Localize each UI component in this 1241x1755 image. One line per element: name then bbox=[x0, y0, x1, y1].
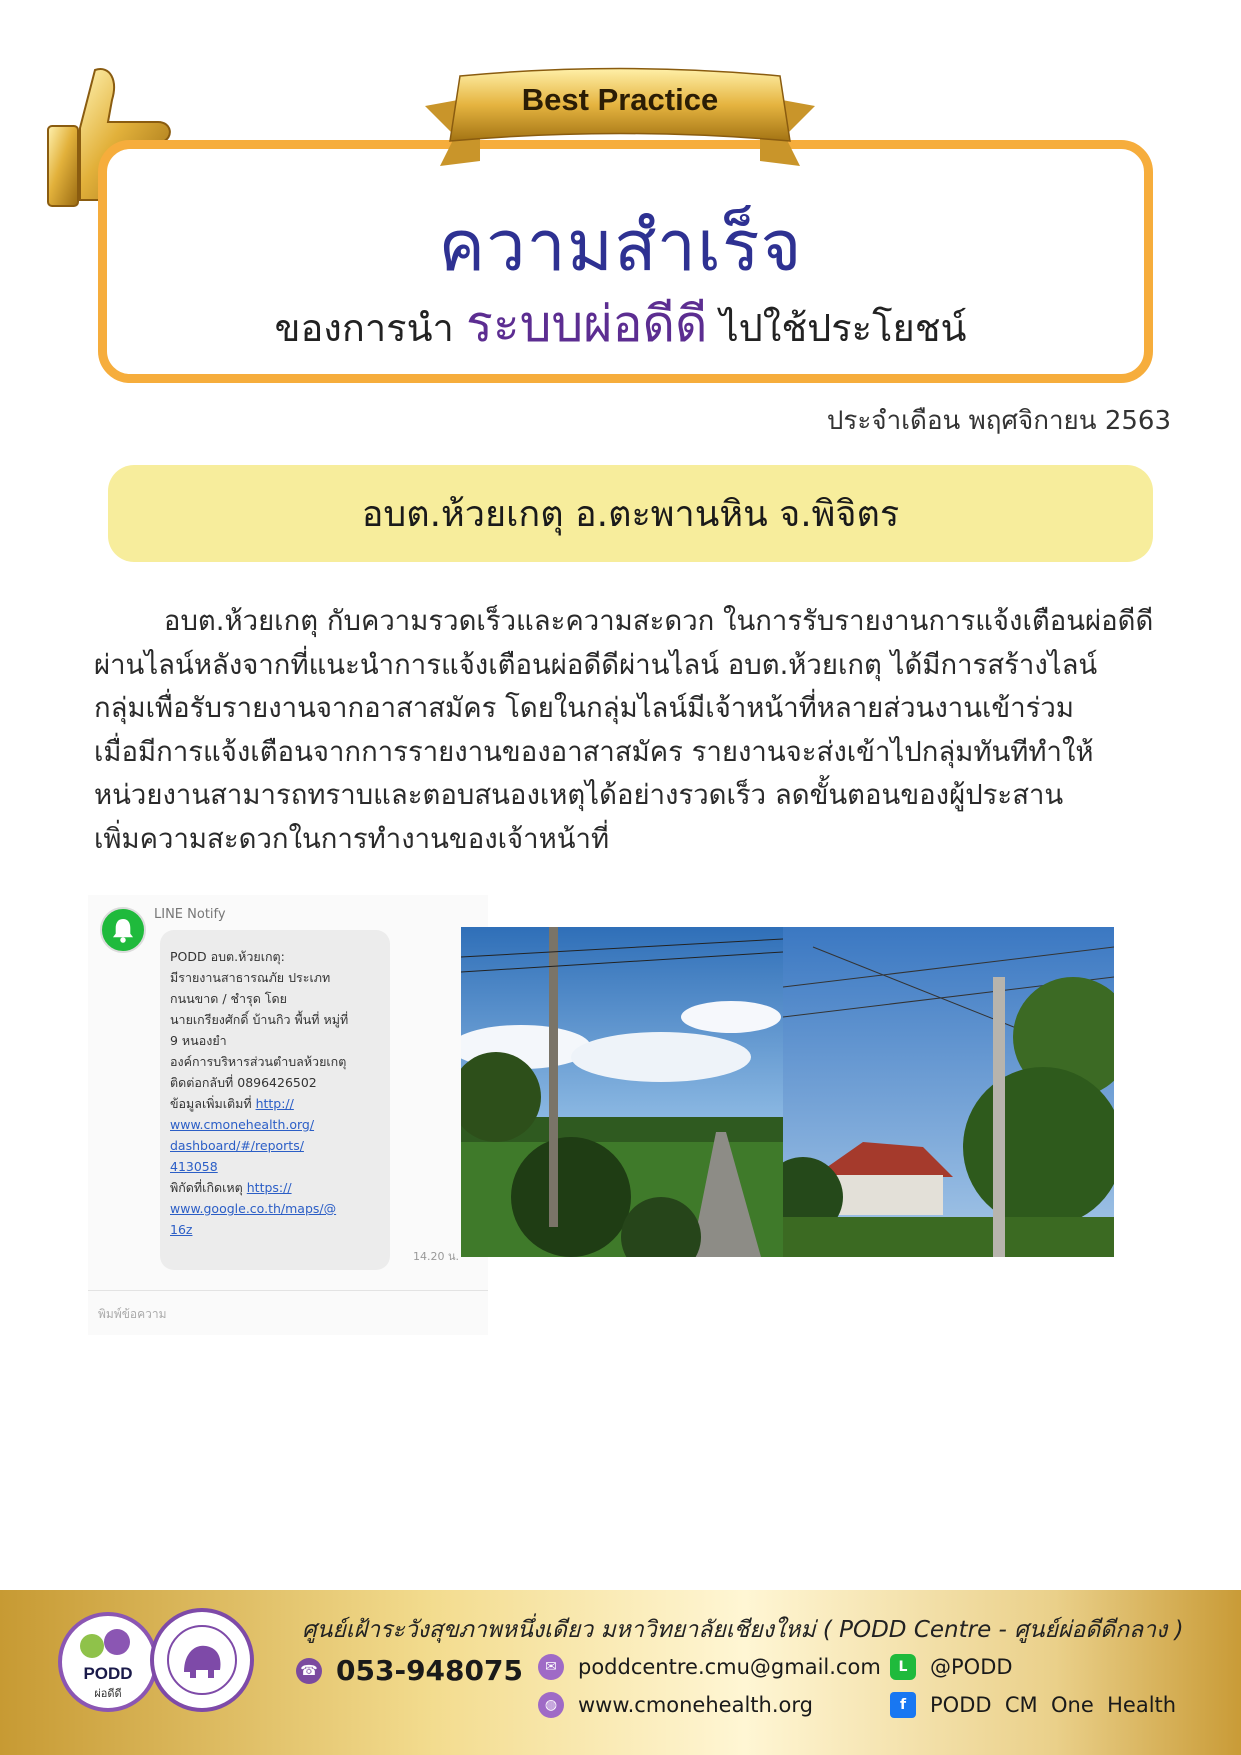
road-photo bbox=[461, 927, 783, 1257]
location-banner: อบต.ห้วยเกตุ อ.ตะพานหิน จ.พิจิตร bbox=[108, 465, 1153, 562]
body-line: เมื่อมีการแจ้งเตือนจากการรายงานของอาสาสมัคร รายงานจะส่งเข้าไปกลุ่มทันทีทำให้ bbox=[94, 735, 1094, 768]
map-link[interactable]: https:// bbox=[246, 1180, 292, 1195]
report-link[interactable]: dashboard/#/reports/ bbox=[170, 1138, 304, 1153]
best-practice-label: Best Practice bbox=[521, 82, 719, 117]
page-subtitle bbox=[0, 285, 1241, 364]
report-link[interactable]: 413058 bbox=[170, 1159, 218, 1174]
map-link[interactable]: 16z bbox=[170, 1222, 193, 1237]
message-input[interactable]: พิมพ์ข้อความ bbox=[98, 1307, 167, 1321]
website-url[interactable]: www.cmonehealth.org bbox=[578, 1693, 813, 1717]
podd-logo bbox=[58, 1612, 158, 1712]
message-line: PODD อบต.ห้วยเกตุ: bbox=[170, 949, 285, 964]
podd-logo-text: PODD bbox=[83, 1664, 133, 1683]
podd-logo-sub: ผ่อดีดี bbox=[94, 1687, 122, 1700]
map-link[interactable]: www.google.co.th/maps/@ bbox=[170, 1201, 337, 1216]
line-icon: L bbox=[890, 1654, 916, 1680]
body-line: หน่วยงานสามารถทราบและตอบสนองเหตุได้อย่างรวดเร็ว ลดขั้นตอนของผู้ประสาน bbox=[94, 779, 1064, 811]
page-title: ความสำเร็จ bbox=[438, 205, 803, 287]
subtitle-highlight: ระบบผ่อดีดี bbox=[466, 295, 708, 353]
message-line: นายเกรียงศักดิ์ บ้านกิว พื้นที่ หมู่ที่ bbox=[170, 1012, 349, 1027]
bell-icon bbox=[100, 907, 146, 953]
message-line: มีรายงานสาธารณภัย ประเภท bbox=[170, 970, 331, 985]
mail-icon: ✉ bbox=[538, 1654, 564, 1680]
subtitle-prefix: ของการนำ bbox=[274, 306, 454, 350]
footer bbox=[0, 1590, 1241, 1755]
body-line: ผ่านไลน์หลังจากที่แนะนำการแจ้งเตือนผ่อดีดีผ่านไลน์ อบต.ห้วยเกตุ ได้มีการสร้างไลน์ bbox=[94, 648, 1098, 681]
report-link[interactable]: http:// bbox=[255, 1096, 294, 1111]
body-line: เพิ่มความสะดวกในการทำงานของเจ้าหน้าที่ bbox=[94, 822, 610, 855]
facebook-contact bbox=[890, 1692, 1176, 1718]
line-contact bbox=[890, 1654, 1013, 1680]
facebook-page[interactable]: PODD CM One Health bbox=[930, 1693, 1177, 1717]
website-contact bbox=[538, 1692, 813, 1718]
message-line: องค์การบริหารส่วนตำบลห้วยเกตุ bbox=[170, 1054, 347, 1069]
issue-date: ประจำเดือน พฤศจิกายน 2563 bbox=[826, 406, 1171, 436]
body-line: อบต.ห้วยเกตุ กับความรวดเร็วและความสะดวก ในการรับรายงานการแจ้งเตือนผ่อดีดี bbox=[94, 605, 1154, 637]
body-line: กลุ่มเพื่อรับรายงานจากอาสาสมัคร โดยในกลุ่มไลน์มีเจ้าหน้าที่หลายส่วนงานเข้าร่วม bbox=[94, 692, 1074, 724]
message-line bbox=[170, 1177, 380, 1198]
line-id[interactable]: @PODD bbox=[930, 1655, 1013, 1679]
email-contact bbox=[538, 1654, 881, 1680]
message-line bbox=[170, 1093, 380, 1114]
phone-number: 053-948075 bbox=[336, 1654, 523, 1687]
facebook-icon: f bbox=[890, 1692, 916, 1718]
report-link[interactable]: www.cmonehealth.org/ bbox=[170, 1117, 315, 1132]
subtitle-suffix: ไปใช้ประโยชน์ bbox=[719, 306, 967, 350]
message-line: 9 หนองยำ bbox=[170, 1033, 227, 1048]
pole-photo bbox=[783, 927, 1114, 1257]
message-bubble bbox=[160, 930, 390, 1270]
globe-icon: ◍ bbox=[538, 1692, 564, 1718]
phone-icon: ☎ bbox=[296, 1658, 322, 1684]
line-notify-screenshot bbox=[88, 895, 488, 1335]
line-app-name: LINE Notify bbox=[154, 907, 226, 922]
divider bbox=[88, 1290, 488, 1291]
location-label: พิกัดที่เกิดเหตุ bbox=[170, 1180, 243, 1195]
message-line: กนนขาด / ชำรุด โดย bbox=[170, 991, 287, 1006]
message-time: 14.20 น. bbox=[413, 1250, 460, 1263]
centre-title: ศูนย์เฝ้าระวังสุขภาพหนึ่งเดียว มหาวิทยาลัยเชียงใหม่ ( PODD Centre - ศูนย์ผ่อดีดีกลาง ) bbox=[302, 1617, 1184, 1643]
email-address[interactable]: poddcentre.cmu@gmail.com bbox=[578, 1655, 881, 1679]
phone-contact bbox=[296, 1654, 523, 1687]
message-line: ติดต่อกลับที่ 0896426502 bbox=[170, 1075, 317, 1090]
more-info-label: ข้อมูลเพิ่มเติมที่ bbox=[170, 1096, 252, 1111]
body-paragraph bbox=[94, 600, 1164, 861]
cmu-seal-icon bbox=[150, 1608, 254, 1712]
